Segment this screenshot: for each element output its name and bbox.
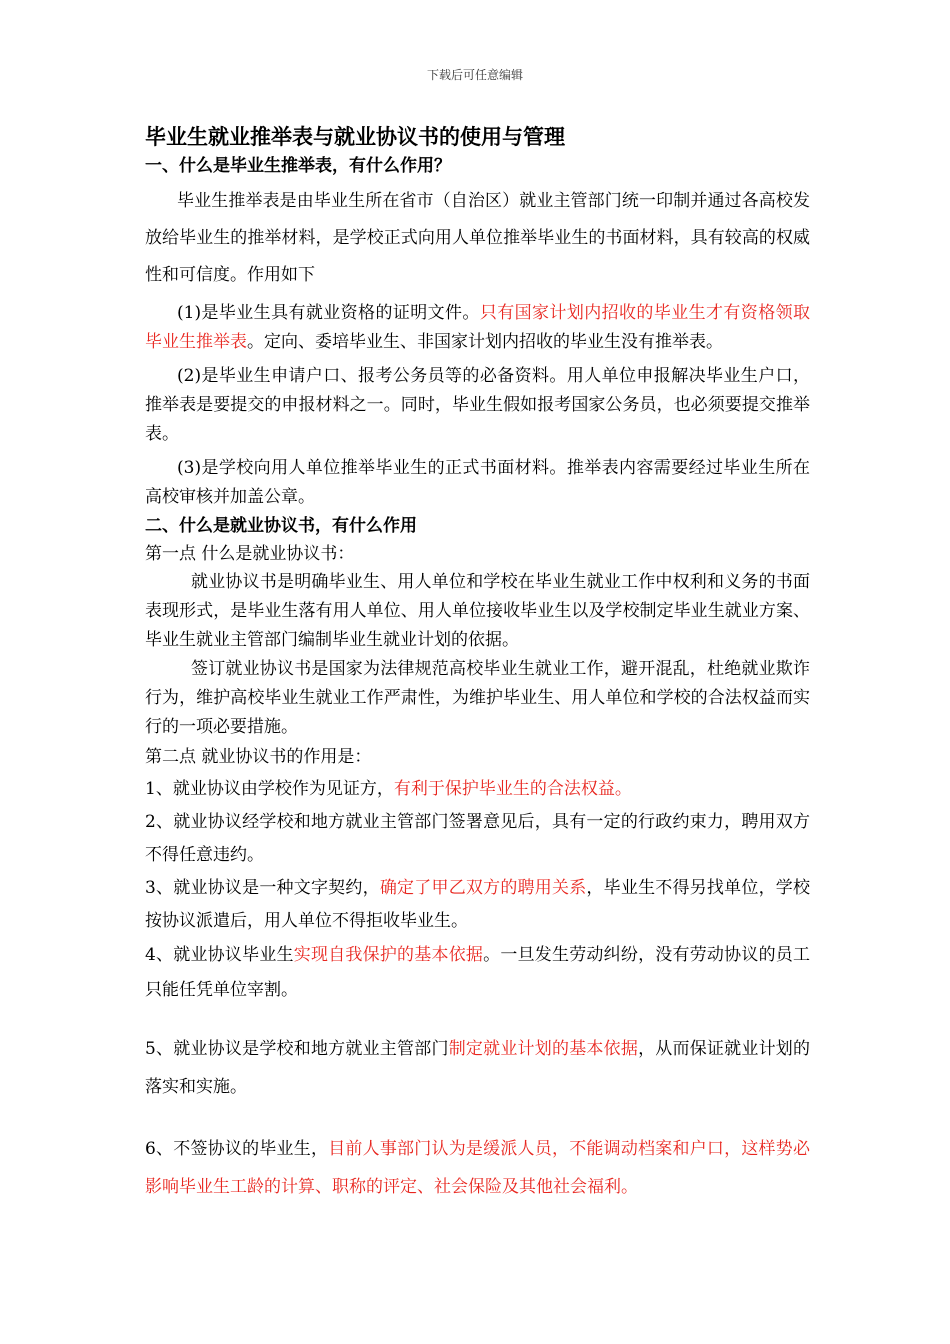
point2-title: 第二点 就业协议书的作用是： [145, 747, 372, 767]
function-item-2: 2、就业协议经学校和地方就业主管部门签署意见后，具有一定的行政约束力，聘用双方不得任意违约。 [145, 812, 810, 865]
highlight-text: 只有国家计划内招收的毕业生才有资格领取毕业生推举表 [145, 303, 810, 352]
point1-para1: 就业协议书是明确毕业生、用人单位和学校在毕业生就业工作中权利和义务的书面表现形式，是毕业生落有用人单位、用人单位接收毕业生以及学校制定毕业生就业方案、毕业生就业主管部门编制毕业生就业计划的依据。 [145, 572, 810, 650]
highlight-text: 有利于保护毕业生的合法权益。 [393, 779, 632, 799]
function-item-6: 6、不签协议的毕业生，目前人事部门认为是缓派人员，不能调动档案和户口，这样势必影响毕业生工龄的计算、职称的评定、社会保险及其他社会福利。 [145, 1139, 810, 1197]
document-body [145, 122, 810, 1206]
highlight-text: 确定了甲乙双方的聘用关系 [379, 878, 587, 898]
highlight-text: 实现自我保护的基本依据 [293, 945, 484, 965]
page-header: 下载后可任意编辑 [426, 68, 523, 82]
point1-title: 第一点 什么是就业协议书： [145, 544, 355, 564]
function-item-1: 1、就业协议由学校作为见证方，有利于保护毕业生的合法权益。 [145, 779, 632, 799]
section1-item3: (3)是学校向用人单位推举毕业生的正式书面材料。推举表内容需要经过毕业生所在高校审核并加盖公章。 [145, 458, 810, 507]
function-item-4: 4、就业协议毕业生实现自我保护的基本依据。一旦发生劳动纠纷，没有劳动协议的员工只能任凭单位宰割。 [145, 945, 811, 1000]
section1-item2: (2)是毕业生申请户口、报考公务员等的必备资料。用人单位申报解决毕业生户口，推举表是要提交的申报材料之一。同时，毕业生假如报考国家公务员，也必须要提交推举表。 [145, 366, 810, 444]
function-item-5: 5、就业协议是学校和地方就业主管部门制定就业计划的基本依据，从而保证就业计划的落实和实施。 [145, 1039, 810, 1097]
point1-para2: 签订就业协议书是国家为法律规范高校毕业生就业工作，避开混乱，杜绝就业欺诈行为，维护高校毕业生就业工作严肃性，为维护毕业生、用人单位和学校的合法权益而实行的一项必要措施。 [145, 659, 810, 737]
function-item-3: 3、就业协议是一种文字契约，确定了甲乙双方的聘用关系，毕业生不得另找单位，学校按协议派遣后，用人单位不得拒收毕业生。 [145, 878, 811, 931]
section2-heading: 二、什么是就业协议书，有什么作用 [145, 516, 417, 536]
section1-intro: 毕业生推举表是由毕业生所在省市（自治区）就业主管部门统一印制并通过各高校发放给毕业生的推举材料，是学校正式向用人单位推举毕业生的书面材料，具有较高的权威性和可信度。作用如下 [145, 191, 810, 285]
section1-item1: (1)是毕业生具有就业资格的证明文件。只有国家计划内招收的毕业生才有资格领取毕业生推举表。定向、委培毕业生、非国家计划内招收的毕业生没有推举表。 [145, 303, 810, 352]
section1-heading: 一、什么是毕业生推举表，有什么作用？ [145, 156, 451, 176]
document-title: 毕业生就业推举表与就业协议书的使用与管理 [145, 125, 565, 149]
highlight-text: 制定就业计划的基本依据 [448, 1039, 639, 1059]
highlight-text: 目前人事部门认为是缓派人员，不能调动档案和户口，这样势必影响毕业生工龄的计算、职称的评定、社会保险及其他社会福利。 [145, 1139, 810, 1197]
